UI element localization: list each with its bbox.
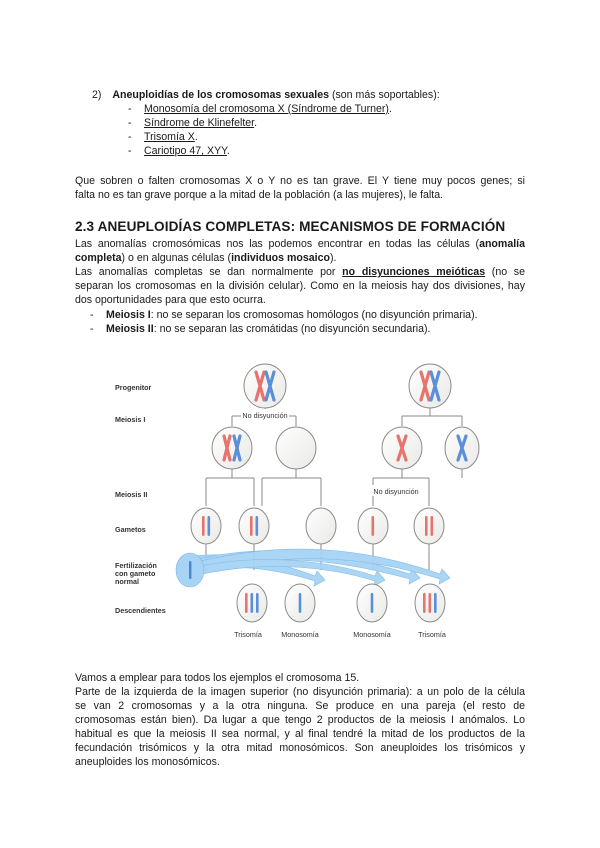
progenitor-cell-right: [409, 364, 451, 408]
cells: [191, 364, 479, 622]
row-label: Meiosis I: [115, 415, 146, 424]
gamete-cell: [306, 508, 336, 544]
outcome-label: Monosomía: [281, 630, 319, 639]
section-2-heading-line: [92, 88, 440, 102]
gamete-cell: [191, 508, 221, 544]
row-label: Fertilización: [115, 561, 157, 570]
paragraph-line: aneuploides los monosómicos.: [75, 756, 220, 768]
paragraph-line: fecundación trisómicos y la otra mitad monosómicos. Son aneuploides los trisómicos y: [75, 742, 525, 754]
xyy-link[interactable]: Cariotipo 47, XYY: [144, 145, 227, 157]
paragraph-line: Parte de la izquierda de la imagen superior (no disyunción primaria): a un polo de la célula: [75, 686, 525, 698]
meiosis1-cell: [276, 427, 316, 469]
paragraph-line: falta no es tan grave porque a la mitad de la población (a las mujeres), le falta.: [75, 189, 444, 201]
paragraph-line: cromosomas están bien). Da lugar a que tengo 2 productos de la meiosis I anómalos. Lo: [75, 714, 525, 726]
paragraph-line: Vamos a emplear para todos los ejemplos el cromosoma 15.: [75, 672, 360, 684]
row-label: Gametos: [115, 525, 146, 534]
paragraph-line: Las anomalías completas se dan normalmente por no disyunciones meióticas (no se: [75, 266, 525, 278]
nondisjunction-label: No disyunción: [242, 411, 288, 420]
gamete-cell: [414, 508, 444, 544]
paragraph-line: separan los cromosomas en la división celular). Como en la meiosis hay dos divisiones, hay: [75, 280, 525, 292]
outcome-label: Trisomía: [234, 630, 262, 639]
nondisjunction-figure: [110, 358, 480, 650]
section-title: 2.3 ANEUPLOIDÍAS COMPLETAS: MECANISMOS DE FORMACIÓN: [75, 219, 506, 234]
gamete-cell: [239, 508, 269, 544]
trisomia-x-link[interactable]: Trisomía X: [144, 131, 195, 143]
paragraph-line: habitual es que la meiosis II sea normal, y al final tendré la mitad de los productos de la: [75, 728, 525, 740]
turner-link[interactable]: Monosomía del cromosoma X (Síndrome de Turner): [144, 103, 389, 115]
progenitor-cell-left: [244, 364, 286, 408]
chromosome-blue: [189, 561, 191, 579]
paragraph-line: dos oportunidades para que esto ocurra.: [75, 294, 266, 306]
nondisjunction-label: No disyunción: [373, 487, 419, 496]
paragraph-line: Las anomalías cromosómicas nos las podemos encontrar en todas las células (anomalía: [75, 238, 525, 250]
row-label: con gameto: [115, 569, 156, 578]
fertilization-arrows: [180, 549, 450, 586]
outcome-label: Monosomía: [353, 630, 391, 639]
meiosis1-cell: [212, 427, 252, 469]
paragraph-line: se van 2 cromosomas y a la otra ninguna. Se produce en una pareja (el resto de: [75, 700, 525, 712]
row-label: normal: [115, 577, 139, 586]
outcome-label: Trisomía: [418, 630, 446, 639]
paragraph-line: completa) o en algunas células (individuos mosaico).: [75, 252, 337, 264]
row-label: Descendientes: [115, 606, 166, 615]
klinefelter-link[interactable]: Síndrome de Klinefelter: [144, 117, 255, 129]
paragraph-line: Que sobren o falten cromosomas X o Y no es tan grave. El Y tiene muy pocos genes; si: [75, 175, 525, 187]
row-label: Progenitor: [115, 383, 152, 392]
list-number: 2): [92, 89, 102, 101]
row-label: Meiosis II: [115, 490, 148, 499]
section-2-note: (son más soportables):: [329, 89, 440, 101]
section-2-heading: Aneuploidías de los cromosomas sexuales: [112, 89, 329, 101]
descendant-chromosomes: [245, 593, 437, 613]
